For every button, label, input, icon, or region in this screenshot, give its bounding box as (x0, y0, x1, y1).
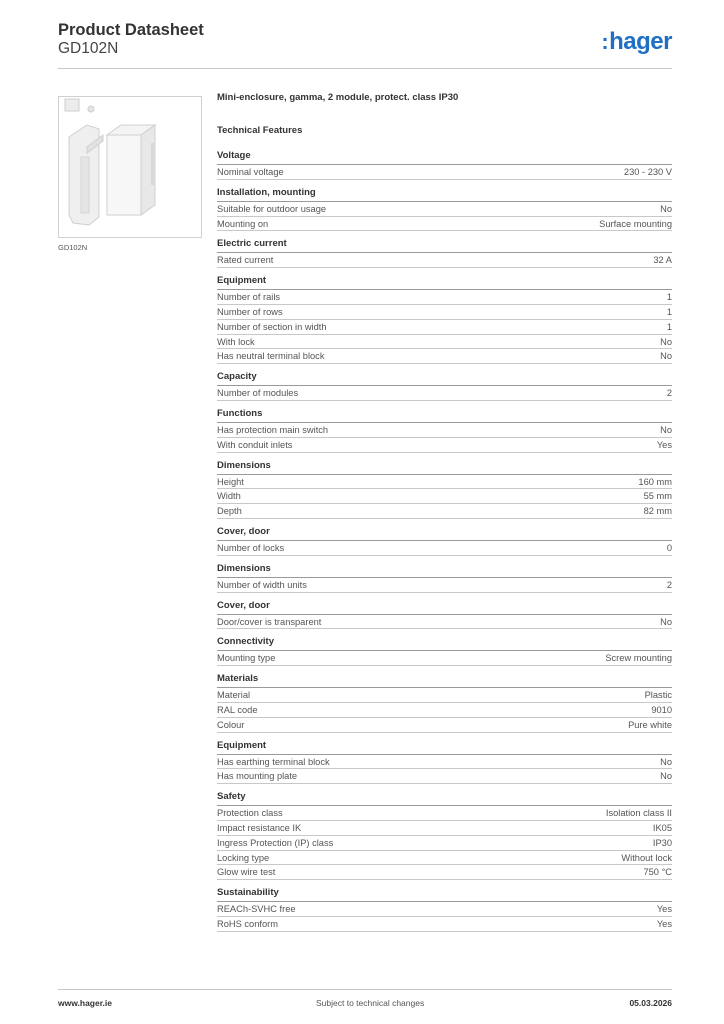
feature-group (217, 636, 672, 666)
spec-value: 0 (666, 542, 672, 553)
group-title: Dimensions (217, 460, 672, 475)
spec-label: Depth (217, 506, 242, 517)
page-title: Product Datasheet (58, 21, 204, 39)
spec-label: Number of section in width (217, 321, 327, 332)
spec-label: Rated current (217, 255, 274, 266)
spec-value: Yes (656, 904, 672, 915)
spec-label: Protection class (217, 808, 283, 819)
spec-row (217, 504, 672, 519)
product-description: Mini-enclosure, gamma, 2 module, protect. class IP30 (217, 92, 459, 103)
spec-label: With lock (217, 336, 255, 347)
group-title: Connectivity (217, 636, 672, 651)
spec-label: With conduit inlets (217, 439, 293, 450)
logo-text: hager (609, 28, 672, 55)
group-title: Cover, door (217, 600, 672, 615)
spec-label: Locking type (217, 852, 270, 863)
spec-row (217, 851, 672, 866)
spec-value: No (660, 336, 672, 347)
spec-row (217, 349, 672, 364)
spec-value: No (660, 203, 672, 214)
spec-value: Without lock (621, 852, 672, 863)
spec-row (217, 917, 672, 932)
spec-value: 1 (666, 306, 672, 317)
feature-group (217, 673, 672, 732)
spec-value: IP30 (652, 837, 672, 848)
spec-label: RoHS conform (217, 918, 278, 929)
spec-value: Isolation class II (605, 808, 672, 819)
spec-value: No (660, 424, 672, 435)
feature-group (217, 408, 672, 453)
feature-group (217, 150, 672, 180)
spec-value: Yes (656, 918, 672, 929)
group-title: Dimensions (217, 563, 672, 578)
enclosure-illustration (59, 97, 201, 237)
spec-row (217, 305, 672, 320)
spec-label: Has earthing terminal block (217, 756, 330, 767)
spec-row (217, 202, 672, 217)
spec-value: No (660, 771, 672, 782)
spec-label: Colour (217, 719, 245, 730)
spec-label: Mounting on (217, 218, 269, 229)
spec-value: 82 mm (643, 506, 672, 517)
product-image (58, 96, 202, 238)
group-title: Installation, mounting (217, 187, 672, 202)
spec-row (217, 836, 672, 851)
spec-value: Pure white (628, 719, 672, 730)
spec-row (217, 578, 672, 593)
spec-row (217, 651, 672, 666)
spec-row (217, 718, 672, 733)
spec-label: Nominal voltage (217, 167, 284, 177)
spec-row (217, 320, 672, 335)
group-title: Sustainability (217, 887, 672, 902)
feature-group (217, 275, 672, 364)
spec-label: Number of rows (217, 306, 283, 317)
specifications (217, 92, 672, 932)
spec-label: Has mounting plate (217, 771, 298, 782)
spec-row (217, 541, 672, 556)
spec-value: Surface mounting (599, 218, 672, 229)
group-title: Capacity (217, 371, 672, 386)
feature-group (217, 187, 672, 232)
group-title: Materials (217, 673, 672, 688)
spec-row (217, 335, 672, 350)
spec-label: Number of rails (217, 292, 281, 303)
spec-row (217, 217, 672, 232)
logo-colon-icon: : (601, 29, 609, 54)
product-code: GD102N (58, 40, 119, 57)
spec-label: Mounting type (217, 653, 276, 664)
feature-group (217, 526, 672, 556)
spec-value: 55 mm (643, 491, 672, 502)
group-title: Voltage (217, 150, 672, 165)
group-title: Cover, door (217, 526, 672, 541)
feature-group (217, 563, 672, 593)
feature-group (217, 740, 672, 785)
spec-value: No (660, 351, 672, 362)
spec-row (217, 821, 672, 836)
spec-label: Number of width units (217, 579, 307, 590)
image-caption: GD102N (58, 243, 88, 252)
spec-label: Material (217, 690, 251, 701)
spec-label: Impact resistance IK (217, 822, 302, 833)
spec-value: 750 °C (643, 867, 672, 878)
spec-value: 1 (666, 292, 672, 303)
spec-value: Plastic (644, 690, 672, 701)
spec-label: Width (217, 491, 241, 502)
spec-label: Suitable for outdoor usage (217, 203, 327, 214)
spec-row (217, 769, 672, 784)
spec-value: 2 (666, 388, 672, 399)
spec-row (217, 475, 672, 490)
document-date: 05.03.2026 (629, 998, 672, 1008)
feature-group (217, 460, 672, 519)
feature-group (217, 600, 672, 630)
group-title: Functions (217, 408, 672, 423)
spec-label: Has protection main switch (217, 424, 329, 435)
spec-value: No (660, 756, 672, 767)
hager-logo (601, 28, 672, 56)
feature-group (217, 238, 672, 268)
feature-groups (217, 150, 672, 932)
spec-row (217, 755, 672, 770)
spec-row (217, 489, 672, 504)
spec-row (217, 865, 672, 880)
website-link[interactable]: www.hager.ie (58, 998, 113, 1008)
feature-group (217, 371, 672, 401)
spec-value: Screw mounting (605, 653, 672, 664)
spec-value: 9010 (651, 704, 672, 715)
spec-label: Height (217, 476, 244, 487)
spec-label: RAL code (217, 704, 258, 715)
spec-label: Has neutral terminal block (217, 351, 325, 362)
spec-row (217, 438, 672, 453)
spec-row (217, 615, 672, 630)
spec-row (217, 290, 672, 305)
spec-value: 160 mm (638, 476, 672, 487)
spec-label: Door/cover is transparent (217, 616, 322, 627)
spec-row (217, 902, 672, 917)
group-title: Safety (217, 791, 672, 806)
spec-label: Number of modules (217, 388, 299, 399)
spec-value: 230 - 230 V (623, 167, 672, 177)
footer-note: Subject to technical changes (316, 998, 425, 1008)
spec-value: IK05 (652, 822, 672, 833)
feature-group (217, 887, 672, 932)
spec-label: Number of locks (217, 542, 285, 553)
header-divider (58, 68, 672, 69)
spec-label: Glow wire test (217, 867, 276, 878)
group-title: Equipment (217, 275, 672, 290)
group-title: Equipment (217, 740, 672, 755)
spec-row (217, 253, 672, 268)
spec-label: Ingress Protection (IP) class (217, 837, 334, 848)
spec-row (217, 165, 672, 180)
spec-row (217, 423, 672, 438)
spec-value: Yes (656, 439, 672, 450)
feature-group (217, 791, 672, 880)
spec-value: 2 (666, 579, 672, 590)
spec-value: No (660, 616, 672, 627)
spec-row (217, 386, 672, 401)
spec-row (217, 688, 672, 703)
footer-divider (58, 989, 672, 990)
spec-value: 32 A (653, 255, 672, 266)
spec-label: REACh-SVHC free (217, 904, 296, 915)
spec-value: 1 (666, 321, 672, 332)
features-heading: Technical Features (217, 125, 303, 136)
spec-row (217, 703, 672, 718)
group-title: Electric current (217, 238, 672, 253)
spec-row (217, 806, 672, 821)
